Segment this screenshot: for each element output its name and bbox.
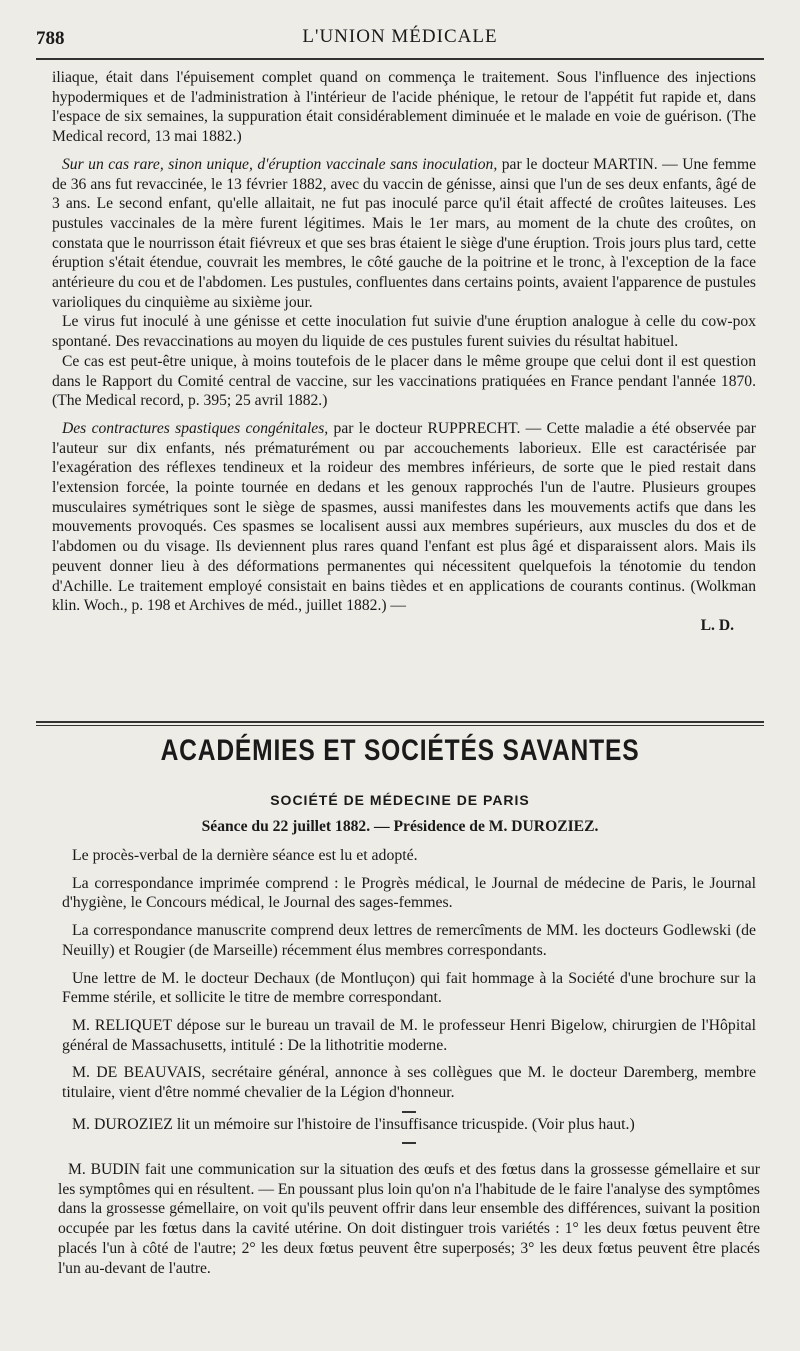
minutes-body [62,846,756,1146]
running-head: L'UNION MÉDICALE [302,26,498,47]
article-title: Sur un cas rare, sinon unique, d'éruption vaccinale sans inoculation, [62,155,498,173]
page-number: 788 [36,28,65,49]
page-header [36,24,764,54]
minutes-paragraph: La correspondance imprimée comprend : le Progrès médical, le Journal de médecine de Paris, le Journal d'hygiène, le Concours médical, le Journal des sages-femmes. [62,874,756,912]
closing-paragraph-block [58,1160,760,1278]
paragraph: Sur un cas rare, sinon unique, d'éruption vaccinale sans inoculation, par le docteur MARTIN. — Une femme de 36 ans fut revaccinée, le 13 février 1882, avec du vaccin de génisse, ainsi que l'un de ses deux enfants, âgé de 3 ans. Le second enfant, qu'elle allaitait, ne fut pas inoculé parce qu'il était affecté de croûtes laiteuses. Les pustules vaccinales de la mère furent légitimes. Mais le 1er mars, au moment de la chute des croûtes, on constata que le nourrisson était fiévreux et que ses bras étaient le siège d'une éruption. Trois jours plus tard, cette éruption s'était étendue, couvrait les membres, le côté gauche de la poitrine et le tronc, à l'exception de la face antérieure du cou et de l'abdomen. Les pustules, confluentes dans certains points, avaient l'apparence de pustules varioliques du cinquième au sixième jour. [52,155,756,311]
separator [402,1142,416,1144]
article-title: Des contractures spastiques congénitales, [62,419,329,437]
closing-paragraph: M. BUDIN fait une communication sur la situation des œufs et des fœtus dans la grossesse gémellaire et sur les symptômes qui en résultent. — En poussant plus loin qu'on n'a l'habitude de le faire l'analyse des symptômes dans la grossesse gémellaire, on voit qu'ils peuvent offrir dans leur ensemble des différences, suivant la position occupée par les fœtus dans la cavité utérine. On doit distinguer trois variétés : 1° les deux fœtus peuvent être placés l'un à côté de l'autre; 2° les deux fœtus peuvent être superposés; 3° les deux fœtus peuvent être placés l'un au-devant de l'autre. [58,1161,760,1277]
section-rule-bottom [36,725,764,726]
paragraph: Ce cas est peut-être unique, à moins toutefois de le placer dans le même groupe que celui dont il est question dans le Rapport du Comité central de vaccine, sur les vaccinations pratiquées en France pendant l'année 1870. (The Medical record, p. 395; 25 avril 1882.) [52,352,756,410]
minutes-paragraph: La correspondance manuscrite comprend deux lettres de remercîments de MM. les docteurs Godlewski (de Neuilly) et Rougier (de Marseille) récemment élus membres correspondants. [62,922,756,959]
society-title: SOCIÉTÉ DE MÉDECINE DE PARIS [270,792,530,808]
session-line: Séance du 22 juillet 1882. — Présidence de M. DUROZIEZ. [201,818,599,835]
minutes-paragraph: M. DUROZIEZ lit un mémoire sur l'histoire de l'insuffisance tricuspide. (Voir plus haut.) [72,1115,635,1133]
paragraph: Des contractures spastiques congénitales, par le docteur RUPPRECHT. — Cette maladie a été observée par l'auteur sur dix enfants, nés prématurément ou par accouchements laborieux. Elle est caractérisée par l'exagération des réflexes tendineux et la roideur des membres inférieurs, de sorte que le pied restait dans l'extension forcée, la pointe tournée en dedans et les genoux rapprochés l'un de l'autre. Plusieurs groupes musculaires symétriques sont le siège de spasmes, aussi manifestes dans les mouvements actifs que dans les mouvements provoqués. Ces spasmes se localisent aussi aux membres supérieurs, aux muscles du dos et de l'abdomen ou du visage. Ils deviennent plus rares quand l'enfant est plus âgé et disparaissent alors. Mais ils peuvent donner lieu à des déformations permanentes qui nécessitent quelquefois la ténotomie du tendon d'Achille. Le traitement employé consistait en bains tièdes et en applications de courants continus. (Wolkman klin. Woch., p. 198 et Archives de méd., juillet 1882.) — [52,419,756,615]
minutes-paragraph: M. DE BEAUVAIS, secrétaire général, annonce à ses collègues que M. le docteur Daremberg, membre titulaire, vient d'être nommé chevalier de la Légion d'honneur. [62,1064,756,1102]
paragraph: iliaque, était dans l'épuisement complet quand on commença le traitement. Sous l'influence des injections hypodermiques et de l'administration à l'intérieur de l'acide phénique, le retour de l'appétit fut rapide et, dans l'espace de six semaines, la suppuration était considérablement diminuée et le malade en voie de guérison. (The Medical record, 13 mai 1882.) [52,69,756,146]
signature: L. D. [700,616,734,634]
minutes-paragraph: Le procès-verbal de la dernière séance est lu et adopté. [72,847,418,864]
section-rule-top [36,721,764,723]
paragraph: Le virus fut inoculé à une génisse et cette inoculation fut suivie d'une éruption analogue à celle du cow-pox spontané. Des revaccinations au moyen du liquide de ces pustules furent suivies du résultat habituel. [52,313,756,351]
minutes-paragraph: Une lettre de M. le docteur Dechaux (de Montluçon) qui fait hommage à la Société d'une brochure sur la Femme stérile, et sollicite le titre de membre correspondant. [62,969,756,1007]
article-body [52,68,756,636]
header-rule [36,58,764,60]
minutes-paragraph: M. RELIQUET dépose sur le bureau un travail de M. le professeur Henri Bigelow, chirurgien de l'Hôpital général de Massachusetts, intitulé : De la lithotritie moderne. [62,1016,756,1054]
separator [402,1111,416,1113]
section-title: ACADÉMIES ET SOCIÉTÉS SAVANTES [160,734,640,767]
